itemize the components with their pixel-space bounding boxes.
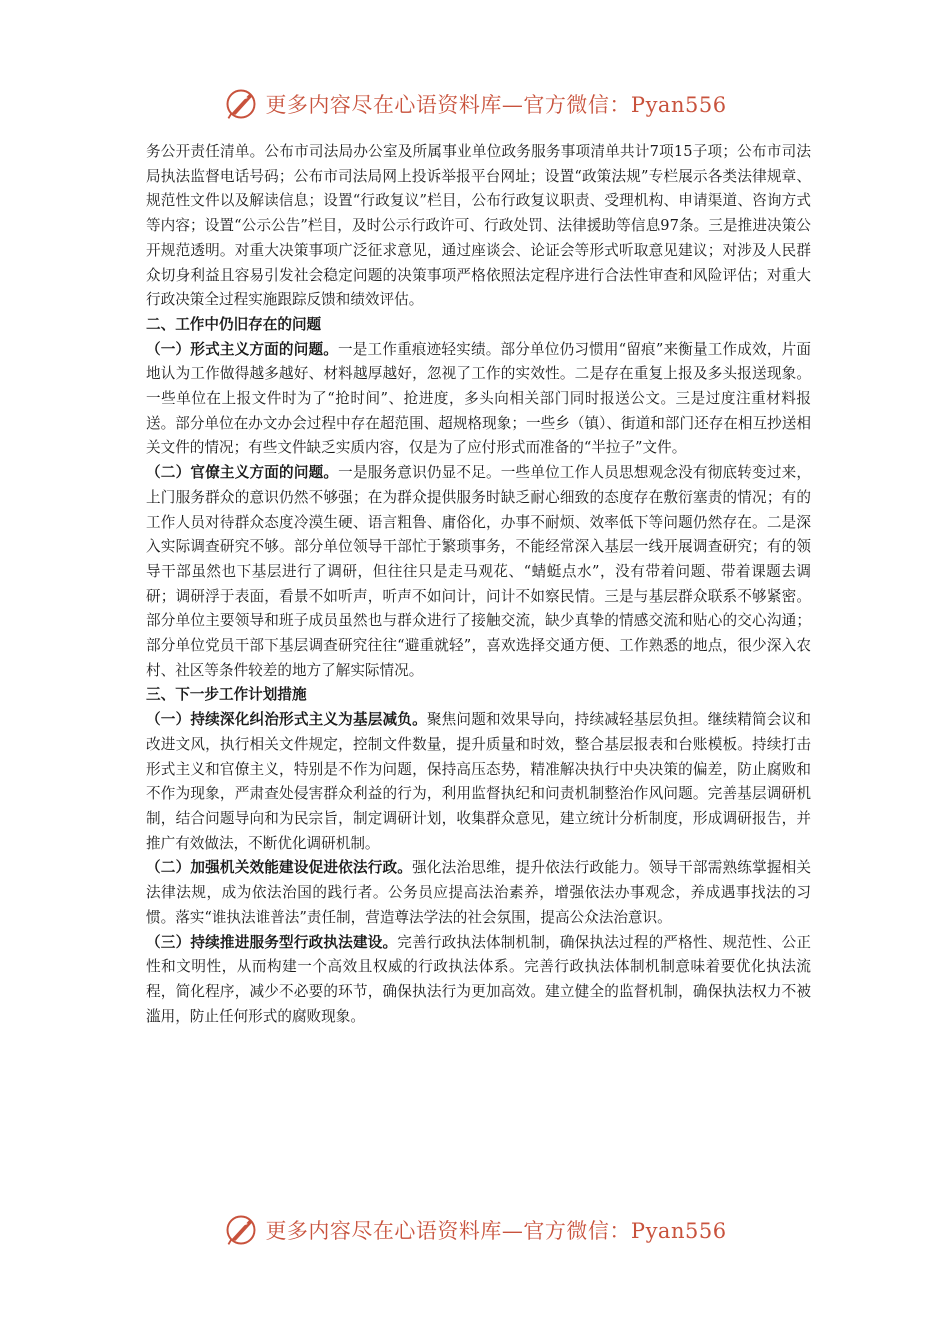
paragraph-reduce-burden <box>146 708 811 856</box>
quill-logo-icon <box>223 86 259 122</box>
watermark-header <box>0 80 950 128</box>
paragraph-intro: 务公开责任清单。公布市司法局办公室及所属事业单位政务服务事项清单共计7项15子项；公布市司法局执法监督电话号码；公布市司法局网上投诉举报平台网址；设置“政策法规”专栏展示各类法律规章、规范性文件以及解读信息；设置“行政复议”栏目，公布行政复议职责、受理机构、申请渠道、咨询方式等内容；设置“公示公告”栏目，及时公示行政许可、行政处罚、法律援助等信息97条。三是推进决策公开规范透明。对重大决策事项广泛征求意见，通过座谈会、论证会等形式听取意见建议；对涉及人民群众切身利益且容易引发社会稳定问题的决策事项严格依照法定程序进行合法性审查和风险评估；对重大行政决策全过程实施跟踪反馈和绩效评估。 <box>146 143 811 309</box>
item-body: 聚焦问题和效果导向，持续减轻基层负担。继续精简会议和改进文风，执行相关文件规定，控制文件数量，提升质量和时效，整合基层报表和台账模板。持续打击形式主义和官僚主义，特别是不作为问题，保持高压态势，精准解决执行中央决策的偏差，防止腐败和不作为现象，严肃查处侵害群众利益的行为，利用监督执纪和问责机制整治作风问题。完善基层调研机制，结合问题导向和为民宗旨，制定调研计划，收集群众意见，建立统计分析制度，形成调研报告，并推广有效做法，不断优化调研机制。 <box>146 711 811 852</box>
item-body: 完善行政执法体制机制，确保执法过程的严格性、规范性、公正性和文明性，从而构建一个高效且权威的行政执法体系。完善行政执法体制机制意味着要优化执法流程，简化程序，减少不必要的环节，确保执法行为更加高效。建立健全的监督机制，确保执法权力不被滥用，防止任何形式的腐败现象。 <box>146 933 811 1025</box>
paragraph-law-enforcement <box>146 931 811 1030</box>
item-lead: （二）加强机关效能建设促进依法行政。 <box>146 859 413 877</box>
paragraph-bureaucratism-problems <box>146 461 811 683</box>
document-body <box>146 140 811 1029</box>
watermark-footer <box>0 1206 950 1254</box>
paragraph-rule-of-law <box>146 856 811 930</box>
watermark-text: 更多内容尽在心语资料库—官方微信：Pyan556 <box>265 93 727 117</box>
item-lead: （三）持续推进服务型行政执法建设。 <box>146 933 398 951</box>
section-heading-next-steps: 三、下一步工作计划措施 <box>146 686 307 704</box>
item-lead: （一）持续深化纠治形式主义为基层减负。 <box>146 711 427 729</box>
item-lead: （二）官僚主义方面的问题。 <box>146 464 339 482</box>
item-body: 强化法治思维，提升依法行政能力。领导干部需熟练掌握相关法律法规，成为依法治国的践行者。公务员应提高法治素养，增强依法办事观念，养成遇事找法的习惯。落实“谁执法谁普法”责任制，营造尊法学法的社会氛围，提高公众法治意识。 <box>146 859 811 926</box>
paragraph-formalism-problems <box>146 338 811 462</box>
item-lead: （一）形式主义方面的问题。 <box>146 340 339 358</box>
section-heading-problems: 二、工作中仍旧存在的问题 <box>146 315 322 333</box>
item-body: 一是工作重痕迹轻实绩。部分单位仍习惯用“留痕”来衡量工作成效，片面地认为工作做得越多越好、材料越厚越好，忽视了工作的实效性。二是存在重复上报及多头报送现象。一些单位在上报文件时为了“抢时间”、抢进度，多头向相关部门同时报送公文。三是过度注重材料报送。部分单位在办文办会过程中存在超范围、超规格现象；一些乡（镇）、街道和部门还存在相互抄送相关文件的情况；有些文件缺乏实质内容，仅是为了应付形式而准备的“半拉子”文件。 <box>146 340 811 457</box>
quill-logo-icon <box>223 1212 259 1248</box>
item-body: 一是服务意识仍显不足。一些单位工作人员思想观念没有彻底转变过来，上门服务群众的意识仍然不够强；在为群众提供服务时缺乏耐心细致的态度存在敷衍塞责的情况；有的工作人员对待群众态度冷漠生硬、语言粗鲁、庸俗化，办事不耐烦、效率低下等问题仍然存在。二是深入实际调查研究不够。部分单位领导干部忙于繁琐事务，不能经常深入基层一线开展调查研究；有的领导干部虽然也下基层进行了调研，但往往只是走马观花、“蜻蜓点水”，没有带着问题、带着课题去调研；调研浮于表面，看景不如听声，听声不如问计，问计不如察民情。三是与基层群众联系不够紧密。部分单位主要领导和班子成员虽然也与群众进行了接触交流，缺少真挚的情感交流和贴心的交心沟通；部分单位党员干部下基层调查研究往往“避重就轻”，喜欢选择交通方便、工作熟悉的地点，很少深入农村、社区等条件较差的地方了解实际情况。 <box>146 464 811 679</box>
watermark-text: 更多内容尽在心语资料库—官方微信：Pyan556 <box>265 1219 727 1243</box>
